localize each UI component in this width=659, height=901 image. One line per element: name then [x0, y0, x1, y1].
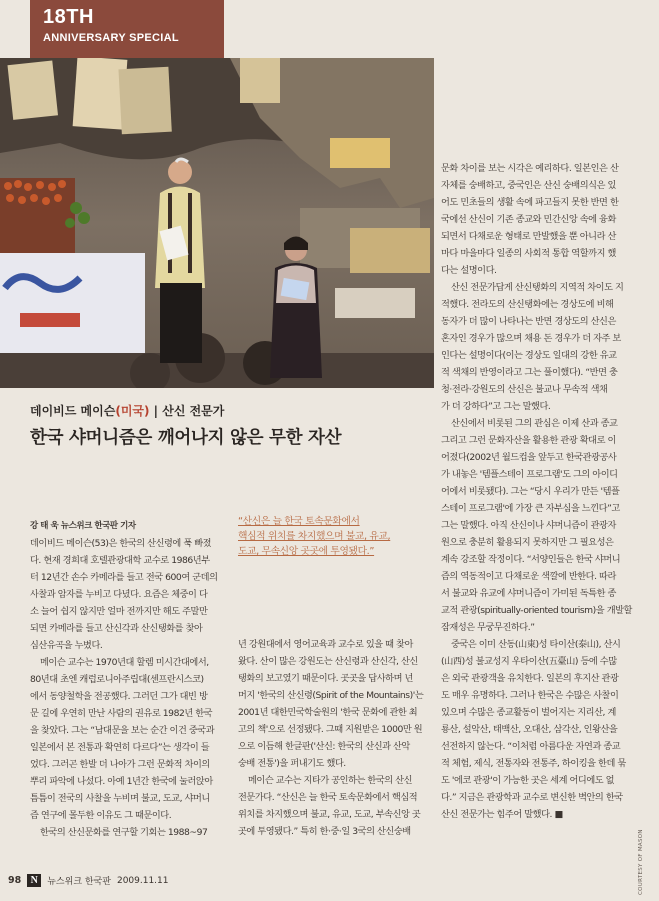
- article-column-3: [441, 160, 633, 823]
- article-text-line: 으로 이듬해 한글판('산신: 한국의 산신과 산악: [238, 741, 410, 752]
- article-text-line: 메이슨 교수는 지타가 공인하는 한국의 산신: [248, 775, 413, 786]
- article-text-line: 도 매우 유명하다. 그러나 한국은 수많은 사찰이: [441, 690, 619, 701]
- article-text-line: 선전하지 않는다. “이처럼 아름다운 자연과 종교: [441, 741, 621, 752]
- article-text-line: 혼자인 경우가 많으며 채용 돈 경우가 더 자주 보: [441, 333, 621, 344]
- article-text-line: 도 '에코 관광'이 가능한 곳은 세계 어디에도 없: [441, 775, 615, 786]
- article-text-line: 있으며 수많은 종교활동이 벌어지는 지리산, 계: [441, 707, 616, 718]
- article-text-line: 가 내놓은 '템플스테이 프로그램'도 그의 아이디: [441, 469, 618, 480]
- article-text-line: 중국은 이미 산동(山東)성 타이산(泰山), 산시: [451, 639, 621, 650]
- article-text-line: 그는 말했다. 아직 산신이나 샤머니즘이 관광자: [441, 520, 616, 531]
- article-text-line: 되면서 다채로운 형태로 만발했을 뿐 아니라 산: [441, 231, 616, 242]
- article-text-line: 룡산, 설악산, 태백산, 오대산, 삼각산, 인왕산을: [441, 724, 618, 735]
- newsweek-logo: N: [27, 874, 41, 887]
- article-text-line: 2001년 대한민국학술원의 '한국 문화에 관한 최: [238, 707, 418, 718]
- article-text-line: 일본에서 본 전통과 확연히 다르다”는 생각이 들: [30, 742, 210, 753]
- subject-role: | 산신 전문가: [149, 404, 225, 418]
- article-text-line: 에서 동양철학을 전공했다. 그러던 그가 대빈 방: [30, 691, 208, 702]
- article-text-line: 잠재성은 무궁무진하다.”: [441, 622, 535, 633]
- article-text-line: 위치를 차지했으며 불교, 유교, 도교, 부속신앙 곳: [238, 809, 421, 820]
- article-text-line: 소 늘어 쉽지 않지만 얼마 전까지만 해도 주말만: [30, 606, 208, 617]
- article-text-line: 다. 현재 경희대 호텔관광대학 교수로 1986년부: [30, 555, 210, 566]
- article-text-line: 어에서 비롯됐다). 그는 “당시 우리가 만든 '템플: [441, 486, 620, 497]
- article-text-line: 인다는 설명이다(이는 경상도 일대의 강한 유교: [441, 350, 617, 361]
- page-footer: [8, 874, 169, 887]
- article-text-line: 어졌다(2002년 월드컵을 앞두고 한국관광공사: [441, 452, 617, 463]
- article-text-line: 틈틈이 전국의 사찰을 누비며 불교, 도교, 샤머니: [30, 793, 210, 804]
- article-text-line: 서 불교와 유교에 샤머니즘이 가미된 독특한 종: [441, 588, 616, 599]
- article-text-line: 년 강원대에서 영어교육과 교수로 있을 때 찾아: [238, 639, 413, 650]
- article-text-line: 메이슨 교수는 1970년대 할렘 미시간대에서,: [40, 657, 209, 668]
- feature-photo: [0, 58, 434, 388]
- article-text-line: 뿌리 파악에 나섰다. 아예 1년간 한국에 눌러앉아: [30, 776, 213, 787]
- article-text-line: 산신 전문가답게 산신탱화의 지역적 차이도 지: [451, 282, 624, 293]
- article-text-line: 자체를 숭배하고, 중국인은 산신 숭배의식은 있: [441, 180, 616, 191]
- article-text-line: 왔다. 산이 많은 강원도는 산신령과 산신각, 산신: [238, 656, 418, 667]
- article-text-line: 탱화의 보고였기 때문이다. 곳곳을 답사하며 넌: [238, 673, 413, 684]
- subject-name: 데이비드 메이슨: [30, 404, 116, 418]
- article-text-line: 전문가다. “산신은 늘 한국 토속문화에서 핵심적: [238, 792, 418, 803]
- article-text-line: 머지 '한국의 산신령(Spirit of the Mountains)'는: [238, 690, 424, 701]
- article-text-line: 산신에서 비롯된 그의 관심은 이제 산과 종교: [451, 418, 618, 429]
- article-text-line: 다는 설명이다.: [441, 265, 497, 276]
- article-headline: 한국 샤머니즘은 깨어나지 않은 무한 자산: [30, 428, 342, 448]
- article-text-line: 데이비드 메이슨(53)은 한국의 산신령에 푹 빠졌: [30, 538, 212, 549]
- page-number: 98: [8, 875, 22, 886]
- article-text-line: 되면 카메라를 들고 산신각과 산신탱화를 찾아: [30, 623, 203, 634]
- article-text-line: 청·전라·강원도의 산신은 불교나 무속적 색채: [441, 384, 608, 395]
- article-text-line: 원으로 충분히 활용되지 못하지만 그 필요성은: [441, 537, 614, 548]
- article-text-line: 그리고 그런 문화자산을 활용한 관광 확대로 이: [441, 435, 616, 446]
- article-text-line: 계속 강조할 작정이다. “서양인들은 한국 샤머니: [441, 554, 621, 565]
- anniversary-banner: [30, 0, 224, 58]
- issue-date: 2009.11.11: [116, 875, 169, 886]
- article-text-line: 다.” 지금은 관광학과 교수로 변신한 벽안의 한국: [441, 792, 623, 803]
- article-text-line: 어도 민초들의 생활 속에 파고들지 못한 반면 한: [441, 197, 619, 208]
- article-text-line: 즘의 역동적이고 다채로운 색깔에 반한다. 따라: [441, 571, 616, 582]
- article-text-line: 마다 마을마다 일종의 사회적 통합 역할까지 했: [441, 248, 616, 259]
- article-text-line: 문화 차이를 보는 시각은 예리하다. 일본인은 산: [441, 163, 619, 174]
- pull-quote-line: 핵심적 위치를 차지했으며 불교, 유교,: [238, 531, 391, 542]
- article-text-line: 적 색채의 반영이라고 그는 풀이했다). “반면 충: [441, 367, 618, 378]
- photo-credit: COURTESY OF MASON: [638, 829, 644, 895]
- article-column-1: [30, 518, 229, 841]
- article-text-line: 숭배 전통')을 퍼내기도 했다.: [238, 758, 346, 769]
- article-text-line: 심산유곡을 누볐다.: [30, 640, 103, 651]
- article-text-line: 적 체험, 제식, 전통자와 전통주, 하이킹을 한데 묶: [441, 758, 626, 769]
- article-subhead: [30, 402, 224, 419]
- article-text-line: 동자가 더 많이 나타나는 반면 경상도의 산신은: [441, 316, 616, 327]
- article-text-line: 곳에 투영됐다.” 특히 한·중·일 3국의 산신숭배: [238, 826, 411, 837]
- subject-country: (미국): [115, 404, 150, 418]
- article-text-line: 즘 연구에 몰두한 이유도 그 때문이다.: [30, 810, 172, 821]
- article-text-line: 었다. 그러곤 한발 더 나아가 그런 문화적 차이의: [30, 759, 210, 770]
- byline: 강 태 욱 뉴스위크 한국판 기자: [30, 521, 136, 531]
- article-text-line: 한국의 산신문화를 연구할 기회는 1988~97: [40, 827, 208, 838]
- banner-subtitle: ANNIVERSARY SPECIAL: [43, 32, 179, 44]
- article-text-line: 80년대 초엔 캐럽로니아주립대(센프란시스코): [30, 674, 204, 685]
- article-text-line: 스테이 프로그램'에 가장 큰 자부심을 느낀다”고: [441, 503, 620, 514]
- article-text-line: 국에선 산신이 기존 종교와 민간신앙 속에 융화: [441, 214, 616, 225]
- photo-illustration: [0, 58, 434, 388]
- article-text-line: (山西)성 불교성지 우타이산(五臺山) 등에 수많: [441, 656, 617, 667]
- banner-title: 18TH: [43, 6, 94, 28]
- article-column-2: [238, 636, 428, 840]
- article-text-line: 사찰과 암자를 누비고 다녔다. 요즘은 체중이 다: [30, 589, 208, 600]
- article-text-line: 터 12년간 손수 카메라를 들고 전국 600여 군데의: [30, 572, 218, 583]
- pull-quote-line: “산신은 늘 한국 토속문화에서: [238, 516, 360, 527]
- magazine-name: 뉴스위크 한국판: [47, 877, 111, 887]
- article-text-line: 가 더 강하다”고 그는 말했다.: [441, 401, 551, 412]
- pull-quote-line: 도교, 무속신앙 곳곳에 투영됐다.”: [238, 546, 375, 557]
- article-text-line: 고의 책'으로 선정됐다. 그때 지원받은 1000만 원: [238, 724, 423, 735]
- article-text-line: 은 외국 관광객을 유치한다. 일본의 후지산 관광: [441, 673, 619, 684]
- article-text-line: 교적 관광(spiritually-oriented tourism)을 개발할: [441, 605, 632, 616]
- article-text-line: 을 찾았다. 그는 “남대문을 보는 순간 이건 중국과: [30, 725, 215, 736]
- article-text-line: 문 길에 우연히 만난 사람의 권유로 1982년 한국: [30, 708, 213, 719]
- article-text-line: 적했다. 전라도의 산신탱화에는 경상도에 비해: [441, 299, 614, 310]
- article-text-line: 산신 전문가는 힘주어 말했다. ■: [441, 809, 563, 820]
- pull-quote: [238, 514, 418, 559]
